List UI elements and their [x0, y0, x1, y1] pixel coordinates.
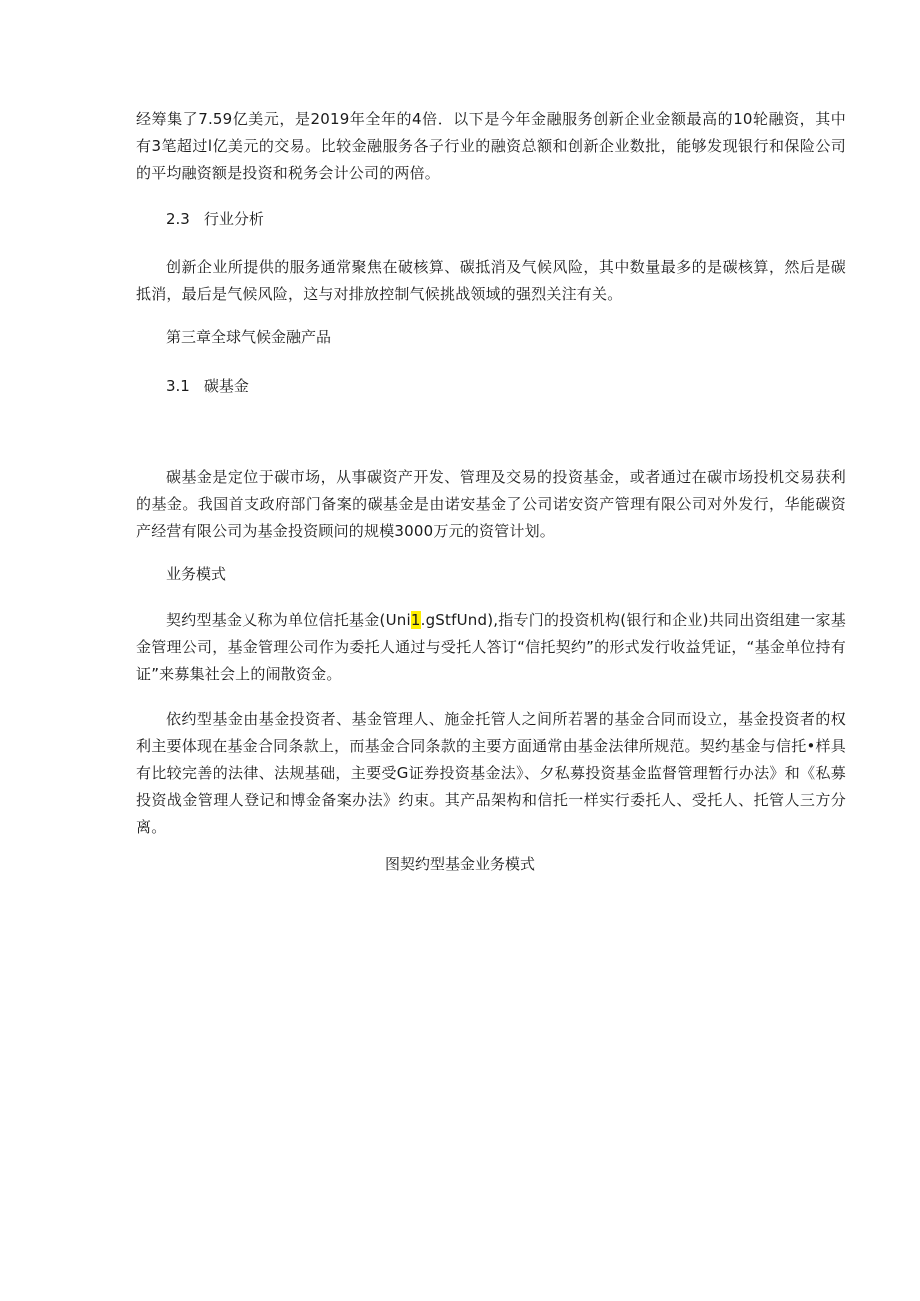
- text-run: .gStfUnd),指专门的投资机构(银行和企业)共同出资组建一家基金管理公司，基金管理公司作为委托人通过与受托人答订“信托契约”的形式发行收益凭证，“基金单位持有证”来募集社会上的闹散资金。: [136, 611, 846, 683]
- highlighted-text: 1: [410, 611, 421, 629]
- section-heading-3-1: [166, 373, 249, 400]
- text-run: 契约型基金乂称为单位信托基金(Uni: [166, 611, 411, 629]
- paragraph-carbon-fund: 碳基金是定位于碳市场，从事碳资产开发、管理及交易的投资基金，或者通过在碳市场投机交易获利的基金。我国首支政府部门备案的碳基金是由诺安基金了公司诺安资产管理有限公司对外发行，华能碳资产经营有限公司为基金投资顾问的规模3000万元的资管计划。: [136, 468, 846, 540]
- section-number: 3.1: [166, 377, 190, 395]
- paragraph-contract-fund: [136, 607, 846, 688]
- paragraph-industry-analysis: 创新企业所提供的服务通常聚焦在破核算、碳抵消及气候风险，其中数量最多的是碳核算，然后是碳抵消，最后是气候风险，这与对排放控制气候挑战领域的强烈关注有关。: [136, 258, 846, 303]
- section-number: 2.3: [166, 210, 190, 228]
- section-title: 碳基金: [203, 377, 249, 395]
- paragraph-fund-legal-basis: 依约型基金由基金投资者、基金管理人、施金托管人之间所若署的基金合同而设立，基金投资者的权利主要体现在基金合同条款上，而基金合同条款的主要方面通常由基金法律所规范。契约基金与信托•样具有比较完善的法律、法规基础，主要受G证券投资基金法》、夕私募投资基金监督管理暂行办法》和《私募投资战金管理人登记和博金备案办法》约束。其产品架构和信托一样实行委托人、受托人、托管人三方分离。: [136, 710, 846, 836]
- chapter-heading-3: 第三章全球气候金融产品: [166, 328, 332, 346]
- section-title: 行业分析: [203, 210, 264, 228]
- paragraph-funding-summary: 经筹集了7.59亿美元，是2019年全年的4倍．以下是今年金融服务创新企业金额最高的10轮融资，其中有3笔超过l亿美元的交易。比较金融服务各子行业的融资总额和创新企业数批，能够发现银行和保险公司的平均融资额是投资和税务会计公司的两倍。: [136, 110, 846, 182]
- section-heading-2-3: [166, 206, 264, 233]
- figure-caption: 图契约型基金业务模式: [384, 855, 535, 873]
- heading-business-mode: 业务模式: [166, 565, 227, 583]
